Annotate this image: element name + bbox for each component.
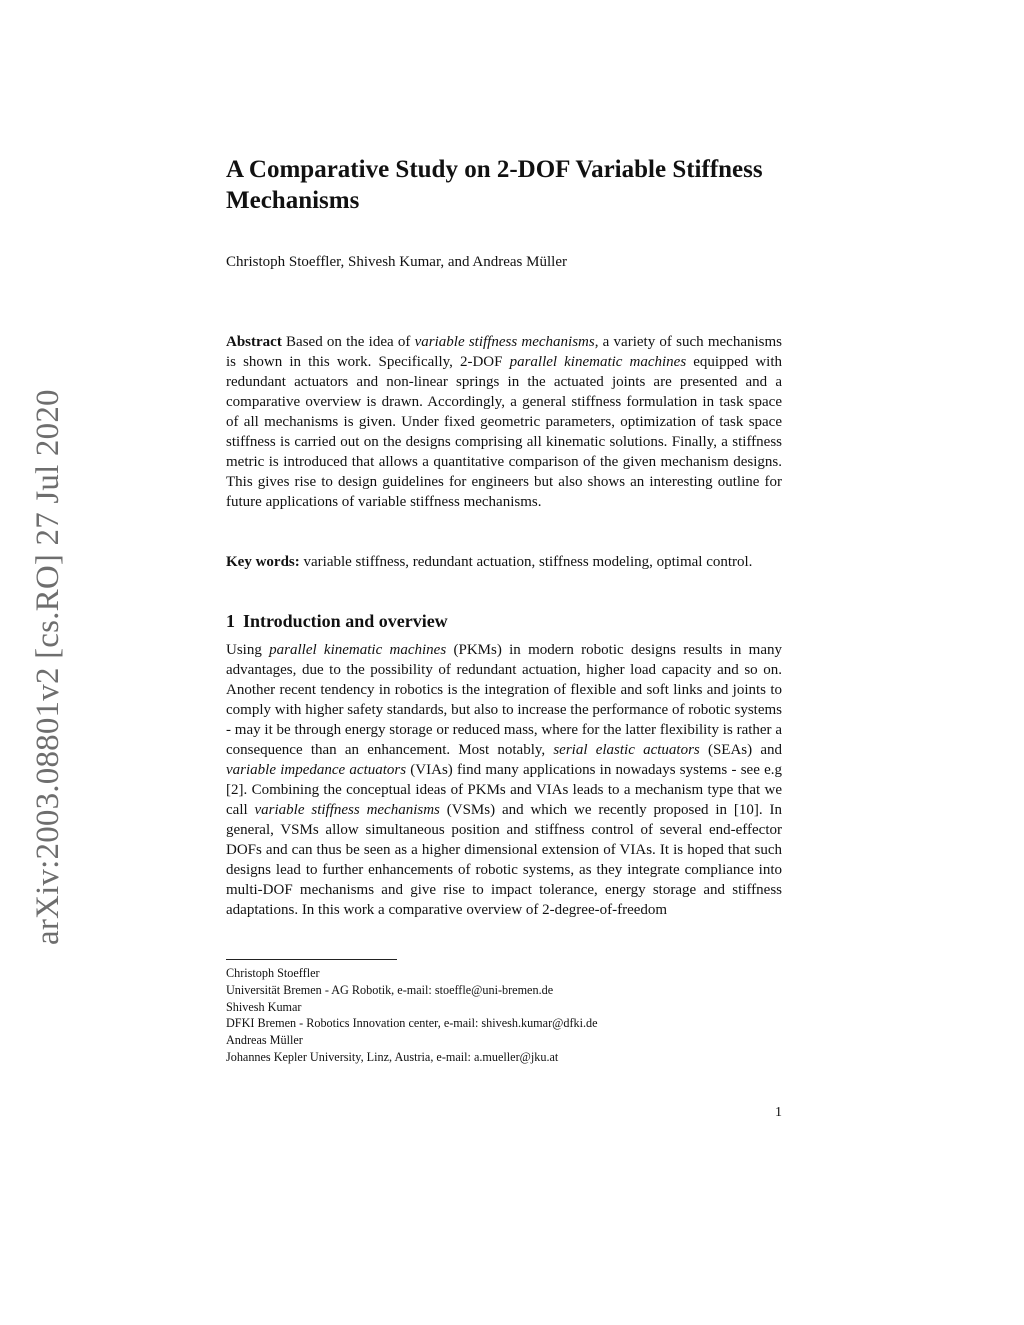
abstract-paragraph	[226, 332, 782, 512]
footnote-line: Universität Bremen - AG Robotik, e-mail: stoeffle@uni-bremen.de	[226, 982, 554, 997]
footnote-line: DFKI Bremen - Robotics Innovation center, e-mail: shivesh.kumar@dfki.de	[226, 1016, 598, 1031]
italic-term: variable stiffness mechanisms	[254, 802, 440, 818]
keywords-paragraph	[226, 552, 782, 572]
italic-term: serial elastic actuators	[553, 742, 700, 758]
keywords-label: Key words:	[226, 554, 300, 570]
paper-title: A Comparative Study on 2-DOF Variable Stiffness Mechanisms	[226, 156, 763, 214]
affiliation-footnotes	[226, 965, 782, 1066]
italic-term: parallel kinematic machines	[269, 642, 447, 658]
author-list: Christoph Stoeffler, Shivesh Kumar, and Andreas Müller	[226, 254, 567, 270]
footnote-line: Shivesh Kumar	[226, 999, 302, 1014]
section-number: 1	[226, 611, 235, 631]
section-heading-introduction	[226, 609, 448, 633]
page-number: 1	[775, 1105, 782, 1120]
introduction-paragraph: Using parallel kinematic machines (PKMs) in modern robotic designs results in many advantages, due to the possibility of redundant actuation, higher load capacity and so on. Another recent tendency in robotics is the integration of flexible and soft links and joints to comply with higher safety standards, but also to increase the performance of robotic systems - may it be through energy storage or reduced mass, where for the latter flexibility is rather a consequence than an enhancement. Most notably, serial elastic actuators (SEAs) and variable impedance actuators (VIAs) find many applications in nowadays systems - see e.g [2]. Combining the conceptual ideas of PKMs and VIAs leads to a mechanism type that we call variable stiffness mechanisms (VSMs) and which we recently proposed in [10]. In general, VSMs allow simultaneous position and stiffness control of several end-effector DOFs and can thus be seen as a higher dimensional extension of VIAs. It is hoped that such designs lead to further enhancements of robotic systems, as they integrate compliance into multi-DOF mechanisms and give rise to impact tolerance, energy storage and stiffness adaptations. In this work a comparative overview of 2-degree-of-freedom	[226, 642, 782, 918]
arxiv-identifier-stamp: arXiv:2003.08801v2 [cs.RO] 27 Jul 2020	[30, 389, 66, 945]
footnote-line: Andreas Müller	[226, 1033, 303, 1048]
keywords-text: variable stiffness, redundant actuation, stiffness modeling, optimal control.	[299, 554, 753, 570]
section-title: Introduction and overview	[243, 611, 448, 631]
footnote-divider	[226, 959, 397, 960]
italic-term: parallel kinematic machines	[509, 354, 687, 370]
footnote-line: Johannes Kepler University, Linz, Austria, e-mail: a.mueller@jku.at	[226, 1049, 559, 1064]
abstract-body: Based on the idea of variable stiffness mechanisms, a variety of such mechanisms is shown in this work. Specifically, 2-DOF parallel kinematic machines equipped with redundant actuators and non-linear springs in the actuated joints are presented and a comparative overview is drawn. Accordingly, a general stiffness formulation in task space of all mechanisms is given. Under fixed geometric parameters, optimization of task space stiffness is carried out on the designs comprising all kinematic solutions. Finally, a stiffness metric is introduced that allows a quantitative comparison of the given mechanism designs. This gives rise to design guidelines for engineers but also shows an interesting outline for future applications of variable stiffness mechanisms.	[226, 334, 782, 510]
footnote-line: Christoph Stoeffler	[226, 966, 320, 980]
italic-term: variable impedance actuators	[226, 762, 407, 778]
italic-term: variable stiffness mechanisms	[414, 334, 595, 350]
abstract-label: Abstract	[226, 334, 282, 350]
